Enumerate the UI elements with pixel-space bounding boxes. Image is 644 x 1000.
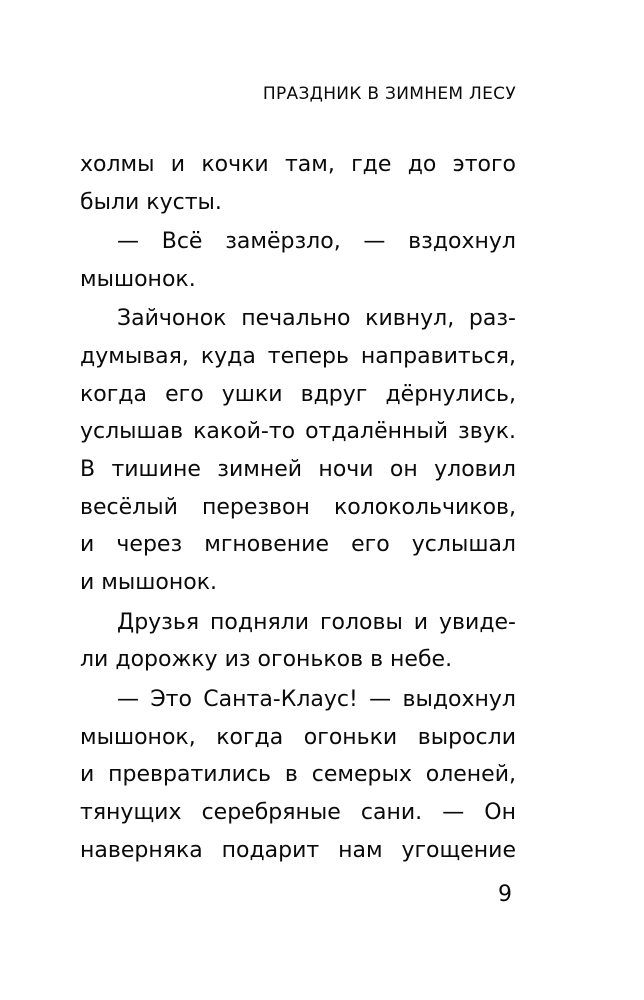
body-text [80, 146, 516, 869]
text-line: мышонок, когда огоньки выросли [80, 724, 516, 750]
running-head: ПРАЗДНИК В ЗИМНЕМ ЛЕСУ [262, 84, 516, 104]
text-line: холмы и кочки там, где до этого [80, 152, 516, 177]
text-line: наверняка подарит нам угощение [80, 837, 516, 863]
text-line: Друзья подняли головы и увиде- [117, 609, 516, 635]
text-line: тянущих серебряные сани. — Он [80, 799, 516, 825]
text-line: были кусты. [80, 189, 222, 215]
page-number: 9 [498, 882, 512, 907]
text-line: и через мгновение его услышал [80, 532, 516, 558]
text-line: услышав какой-то отдалённый звук. [80, 419, 516, 445]
text-line: мышонок. [80, 266, 196, 292]
text-line: В тишине зимней ночи он уловил [80, 457, 516, 483]
text-line: и мышонок. [80, 570, 217, 596]
text-line: Зайчонок печально кивнул, раз- [117, 306, 516, 332]
text-line: думывая, куда теперь направиться, [80, 344, 516, 370]
text-line: и превратились в семерых оленей, [80, 762, 516, 788]
text-line: — Это Санта-Клаус! — выдохнул [117, 686, 516, 712]
text-line: ли дорожку из огоньков в небе. [80, 647, 453, 673]
text-line: когда его ушки вдруг дёрнулись, [80, 381, 516, 407]
text-line: весёлый перезвон колокольчиков, [80, 494, 516, 520]
text-line: — Всё замёрзло, — вздохнул [117, 229, 516, 255]
